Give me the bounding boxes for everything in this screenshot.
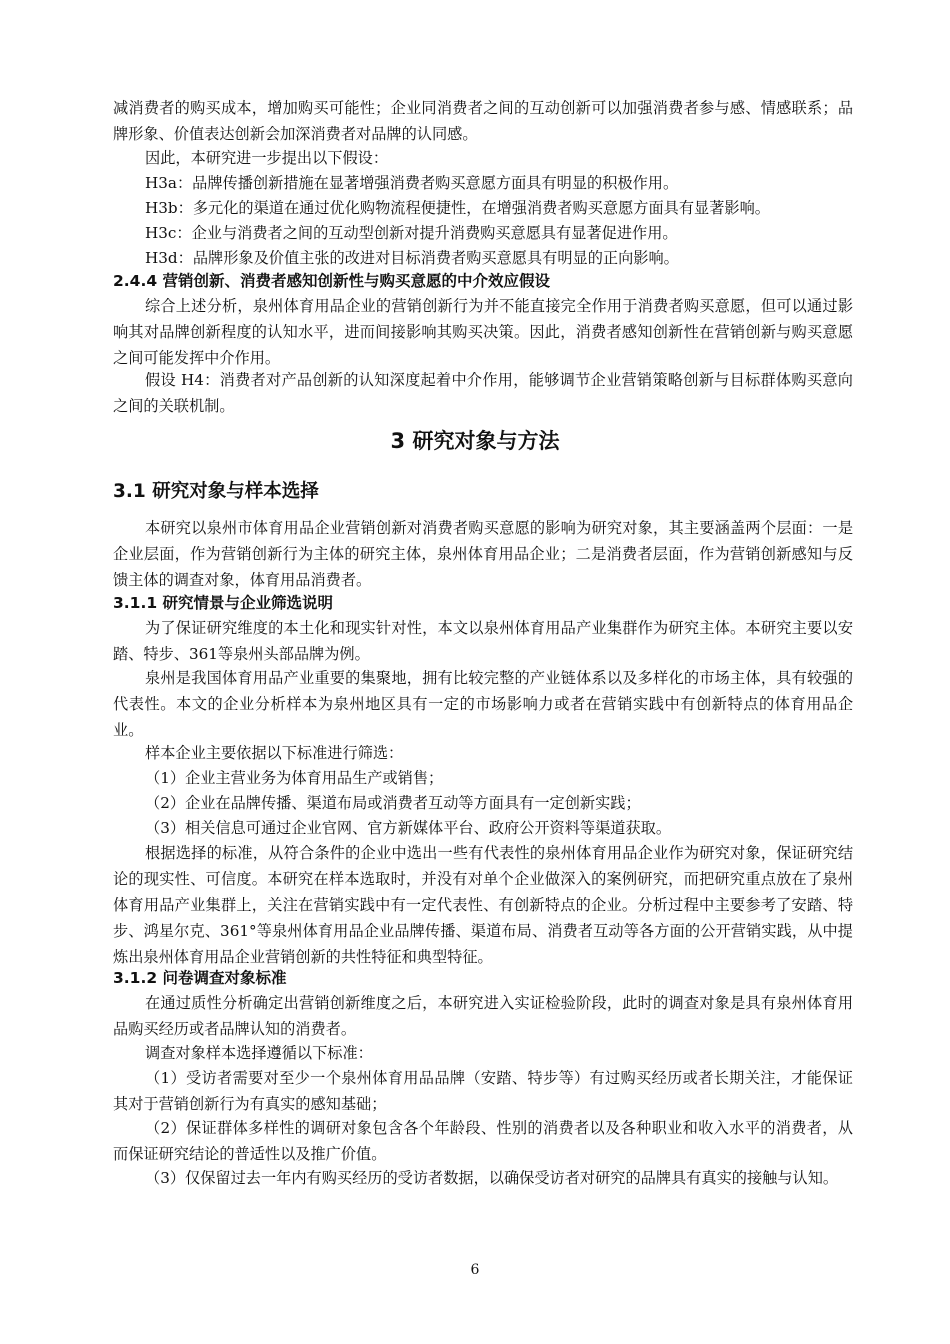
sample-criterion-1: （1）受访者需要对至少一个泉州体育用品品牌（安踏、特步等）有过购买经历或者长期关注，才能保证其对于营销创新行为有真实的感知基础； [113, 1069, 853, 1113]
paragraph-intro-continued: 减消费者的购买成本，增加购买可能性；企业同消费者之间的互动创新可以加强消费者参与感、情感联系；品牌形象、价值表达创新会加深消费者对品牌的认同感。 [113, 99, 853, 143]
criterion-3: （3）相关信息可通过企业官网、官方新媒体平台、政府公开资料等渠道获取。 [145, 819, 672, 837]
hypothesis-h3c: H3c：企业与消费者之间的互动型创新对提升消费购买意愿具有显著促进作用。 [145, 224, 678, 242]
section-heading-2-4-4: 2.4.4 营销创新、消费者感知创新性与购买意愿的中介效应假设 [113, 272, 551, 290]
hypothesis-h4: 假设 H4：消费者对产品创新的认知深度起着中介作用，能够调节企业营销策略创新与目标群体购买意向之间的关联机制。 [113, 371, 853, 415]
chapter-heading-3: 3 研究对象与方法 [390, 429, 560, 453]
sample-criterion-3: （3）仅保留过去一年内有购买经历的受访者数据，以确保受访者对研究的品牌具有真实的接触与认知。 [145, 1169, 839, 1187]
paragraph-sample-criteria-lead: 调查对象样本选择遵循以下标准： [145, 1044, 373, 1062]
paragraph-survey-stage: 在通过质性分析确定出营销创新维度之后，本研究进入实证检验阶段，此时的调查对象是具有泉州体育用品购买经历或者品牌认知的消费者。 [113, 994, 853, 1038]
section-heading-3-1-1: 3.1.1 研究情景与企业筛选说明 [113, 594, 334, 612]
paragraph-screening-lead: 样本企业主要依据以下标准进行筛选： [145, 744, 404, 762]
hypothesis-h3d: H3d：品牌形象及价值主张的改进对目标消费者购买意愿具有明显的正向影响。 [145, 249, 679, 267]
paragraph-mediation-analysis: 综合上述分析，泉州体育用品企业的营销创新行为并不能直接完全作用于消费者购买意愿，但可以通过影响其对品牌创新程度的认知水平，进而间接影响其购买决策。因此，消费者感知创新性在营销创新与购买意愿之间可能发挥中介作用。 [113, 297, 853, 367]
paragraph-quanzhou-context: 泉州是我国体育用品产业重要的集聚地，拥有比较完整的产业链体系以及多样化的市场主体，具有较强的代表性。本文的企业分析样本为泉州地区具有一定的市场影响力或者在营销实践中有创新特点的体育用品企业。 [113, 669, 853, 739]
criterion-1: （1）企业主营业务为体育用品生产或销售； [145, 769, 444, 787]
paragraph-research-object: 本研究以泉州市体育用品企业营销创新对消费者购买意愿的影响为研究对象，其主要涵盖两个层面：一是企业层面，作为营销创新行为主体的研究主体，泉州体育用品企业；二是消费者层面，作为营销创新感知与反馈主体的调查对象，体育用品消费者。 [113, 519, 853, 589]
page-number: 6 [470, 1262, 480, 1278]
sample-criterion-2: （2）保证群体多样性的调研对象包含各个年龄段、性别的消费者以及各种职业和收入水平的消费者，从而保证研究结论的普适性以及推广价值。 [113, 1119, 853, 1163]
section-heading-3-1: 3.1 研究对象与样本选择 [113, 481, 319, 502]
hypothesis-h3b: H3b：多元化的渠道在通过优化购物流程便捷性，在增强消费者购买意愿方面具有显著影响。 [145, 199, 770, 217]
section-heading-3-1-2: 3.1.2 问卷调查对象标准 [113, 969, 287, 987]
paragraph-selection-rationale: 根据选择的标准，从符合条件的企业中选出一些有代表性的泉州体育用品企业作为研究对象，保证研究结论的现实性、可信度。本研究在样本选取时，并没有对单个企业做深入的案例研究，而把研究重点放在了泉州体育用品产业集群上，关注在营销实践中有一定代表性、有创新特点的企业。分析过程中主要参考了安踏、特步、鸿星尔克、361°等泉州体育用品企业品牌传播、渠道布局、消费者互动等各方面的公开营销实践，从中提炼出泉州体育用品企业营销创新的共性特征和典型特征。 [113, 844, 853, 966]
criterion-2: （2）企业在品牌传播、渠道布局或消费者互动等方面具有一定创新实践； [145, 794, 641, 812]
hypothesis-h3a: H3a：品牌传播创新措施在显著增强消费者购买意愿方面具有明显的积极作用。 [145, 174, 679, 192]
paragraph-research-scope: 为了保证研究维度的本土化和现实针对性，本文以泉州体育用品产业集群作为研究主体。本研究主要以安踏、特步、361等泉州头部品牌为例。 [113, 619, 853, 663]
paragraph-hypothesis-lead: 因此，本研究进一步提出以下假设： [145, 149, 388, 167]
